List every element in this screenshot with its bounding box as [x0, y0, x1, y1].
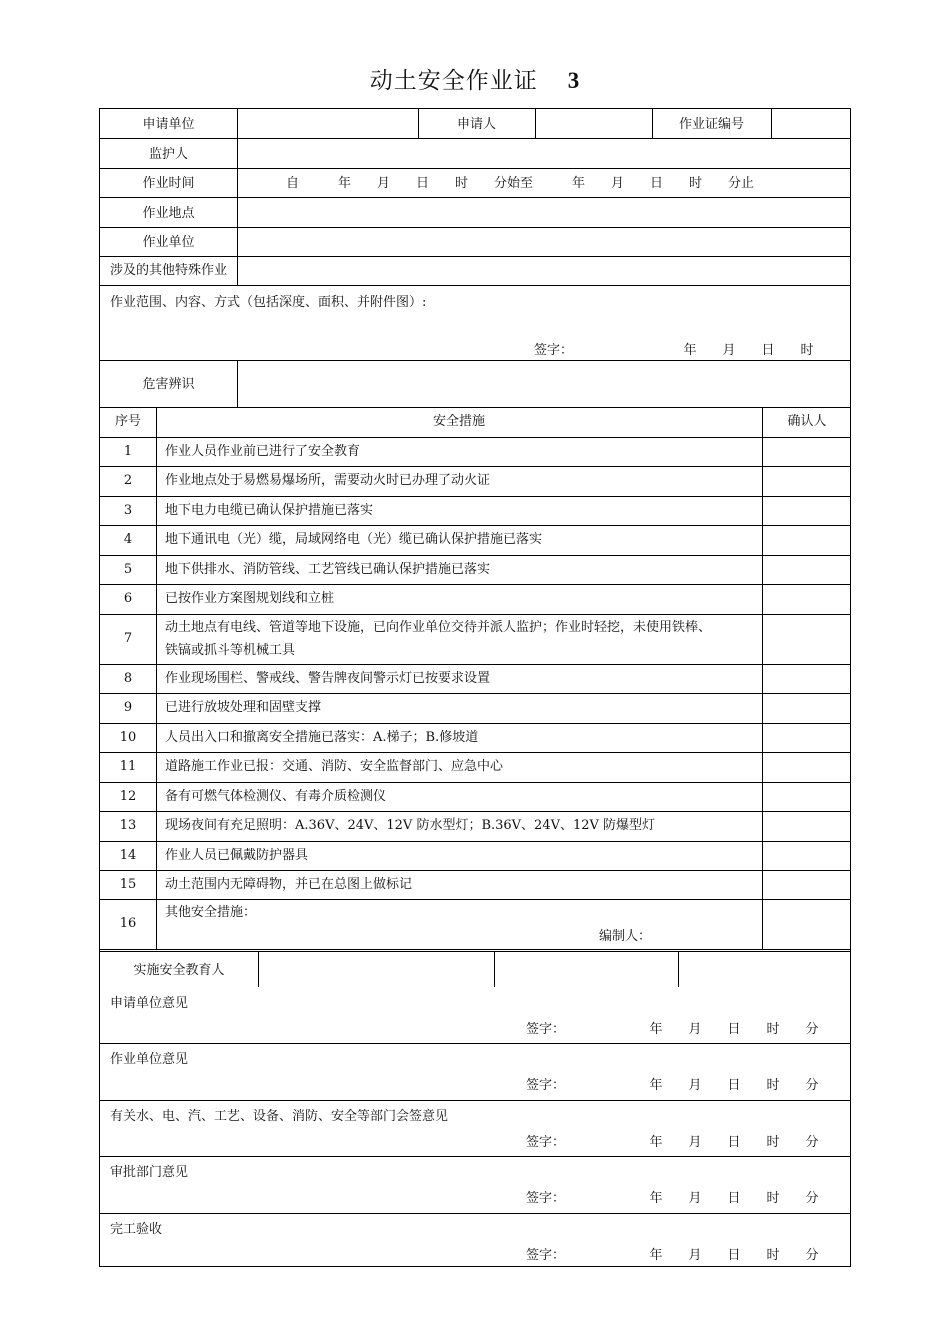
- measure-number: 12: [119, 789, 137, 804]
- row-divider: [100, 782, 850, 783]
- confirm-field[interactable]: [763, 497, 850, 524]
- row-divider: [100, 752, 850, 753]
- measure-text: 地下供排水、消防管线、工艺管线已确认保护措施已落实: [165, 562, 491, 577]
- measure-number: 6: [123, 591, 133, 606]
- measure-text: 作业地点处于易燃易爆场所，需要动火时已办理了动火证: [165, 473, 491, 488]
- col-header-measure: 安全措施: [432, 414, 485, 429]
- work-unit-field[interactable]: [238, 228, 850, 255]
- row-divider: [100, 168, 850, 169]
- confirm-field[interactable]: [763, 556, 850, 583]
- measure-text: 备有可燃气体检测仪、有毒介质检测仪: [165, 789, 387, 804]
- col-divider: [156, 407, 157, 949]
- other-special-label: 涉及的其他特殊作业: [110, 263, 228, 278]
- opinion-label: 完工验收: [110, 1222, 163, 1237]
- measure-number: 3: [123, 503, 133, 518]
- opinion-sign[interactable]: 签字： 年 月 日 时 分: [526, 1191, 819, 1206]
- confirm-field[interactable]: [763, 615, 850, 663]
- measure-text: 已进行放坡处理和固壁支撑: [165, 700, 322, 715]
- measure-number: 10: [119, 730, 137, 745]
- confirm-field[interactable]: [763, 783, 850, 810]
- col-header-seq: 序号: [114, 414, 141, 429]
- measure-number: 8: [123, 671, 133, 686]
- compiler-label: 编制人：: [599, 929, 652, 944]
- opinion-sign[interactable]: 签字： 年 月 日 时 分: [526, 1022, 819, 1037]
- measure-text: 地下通讯电（光）缆，局域网络电（光）缆已确认保护措施已落实: [165, 532, 543, 547]
- opinion-label: 作业单位意见: [110, 1052, 189, 1067]
- row-divider: [100, 584, 850, 585]
- measure-text: 现场夜间有充足照明：A.36V、24V、12V 防水型灯；B.36V、24V、12V 防爆型灯: [165, 818, 656, 833]
- row-divider: [100, 1213, 850, 1214]
- measure-number: 7: [123, 631, 133, 646]
- row-divider: [100, 466, 850, 467]
- measure-number: 1: [123, 444, 133, 459]
- opinion-sign[interactable]: 签字： 年 月 日 时 分: [526, 1078, 819, 1093]
- row-divider: [100, 285, 850, 286]
- applicant-label: 申请人: [456, 117, 496, 132]
- confirm-field[interactable]: [763, 438, 850, 465]
- row-divider: [100, 870, 850, 871]
- title-text: 动土安全作业证: [369, 68, 538, 94]
- confirm-field[interactable]: [763, 812, 850, 840]
- education-label: 实施安全教育人: [133, 963, 225, 978]
- measure-text: 已按作业方案图规划线和立桩: [165, 591, 335, 606]
- confirm-field[interactable]: [763, 842, 850, 869]
- row-divider: [100, 841, 850, 842]
- work-unit-label: 作业单位: [142, 235, 195, 250]
- confirm-field[interactable]: [763, 585, 850, 613]
- row-divider: [100, 555, 850, 556]
- measure-number: 5: [123, 562, 133, 577]
- education-field-2[interactable]: [495, 952, 677, 986]
- measure-text: 其他安全措施：: [165, 905, 257, 920]
- work-time-label: 作业时间: [142, 176, 195, 191]
- measure-text-cont: 铁镐或抓斗等机械工具: [165, 643, 296, 658]
- supervisor-field[interactable]: [238, 139, 850, 167]
- opinion-label: 申请单位意见: [110, 996, 189, 1011]
- permit-form: [99, 108, 851, 1267]
- opinion-label: 审批部门意见: [110, 1165, 189, 1180]
- applicant-field[interactable]: [536, 110, 651, 137]
- confirm-field[interactable]: [763, 724, 850, 751]
- page-title: [0, 62, 950, 95]
- measure-text: 地下电力电缆已确认保护措施已落实: [165, 503, 374, 518]
- measure-number: 13: [119, 818, 137, 833]
- permit-no-label: 作业证编号: [678, 117, 744, 132]
- row-divider: [100, 614, 850, 615]
- measure-text: 道路施工作业已报：交通、消防、安全监督部门、应急中心: [165, 759, 504, 774]
- row-divider: [100, 949, 850, 950]
- confirm-field[interactable]: [763, 694, 850, 722]
- opinion-sign[interactable]: 签字： 年 月 日 时 分: [526, 1248, 819, 1263]
- measure-number: 14: [119, 848, 137, 863]
- supervisor-label: 监护人: [148, 147, 188, 162]
- row-divider: [100, 496, 850, 497]
- confirm-field[interactable]: [763, 526, 850, 554]
- measure-number: 11: [119, 759, 137, 774]
- measure-number: 9: [123, 700, 133, 715]
- hazard-label: 危害辨识: [142, 377, 195, 392]
- row-divider: [100, 407, 850, 408]
- col-header-confirm: 确认人: [787, 414, 827, 429]
- measure-number: 4: [123, 532, 133, 547]
- measure-text: 动土地点有电线、管道等地下设施，已向作业单位交待并派人监护；作业时轻挖，未使用铁棒、: [165, 620, 712, 635]
- other-special-field[interactable]: [238, 257, 850, 284]
- scope-label: 作业范围、内容、方式（包括深度、面积、并附件图）:: [110, 295, 427, 310]
- measure-text: 作业人员已佩戴防护器具: [165, 848, 309, 863]
- hazard-field[interactable]: [238, 361, 850, 406]
- row-divider: [100, 1043, 850, 1044]
- row-divider: [100, 437, 850, 438]
- row-divider: [100, 693, 850, 694]
- confirm-field[interactable]: [763, 665, 850, 692]
- row-divider: [100, 811, 850, 812]
- measure-number: 15: [119, 877, 137, 892]
- opinion-label: 有关水、电、汽、工艺、设备、消防、安全等部门会签意见: [110, 1109, 449, 1124]
- work-place-field[interactable]: [238, 198, 850, 226]
- education-field-3[interactable]: [679, 952, 850, 986]
- work-time-text[interactable]: 自 年 月 日 时 分始至 年 月 日 时 分止: [286, 176, 755, 191]
- row-divider: [100, 899, 850, 900]
- row-divider: [100, 723, 850, 724]
- education-field-1[interactable]: [259, 952, 493, 986]
- confirm-field[interactable]: [763, 467, 850, 495]
- measure-text: 作业现场围栏、警戒线、警告牌夜间警示灯已按要求设置: [165, 671, 491, 686]
- work-place-label: 作业地点: [142, 206, 195, 221]
- opinion-sign[interactable]: 签字： 年 月 日 时 分: [526, 1135, 819, 1150]
- confirm-field[interactable]: [763, 900, 850, 948]
- row-divider: [100, 1100, 850, 1101]
- confirm-field[interactable]: [763, 753, 850, 781]
- row-divider: [100, 1156, 850, 1157]
- scope-sign: 签字： 年 月 日 时: [534, 343, 814, 358]
- apply-unit-field[interactable]: [238, 110, 417, 137]
- row-divider: [100, 664, 850, 665]
- measure-text: 作业人员作业前已进行了安全教育: [165, 444, 361, 459]
- measure-text: 动土范围内无障碍物，并已在总图上做标记: [165, 877, 413, 892]
- measure-number: 16: [119, 916, 137, 931]
- title-number: 3: [567, 68, 581, 93]
- row-divider: [100, 525, 850, 526]
- confirm-field[interactable]: [763, 871, 850, 898]
- measure-text: 人员出入口和撤离安全措施已落实：A.梯子；B.修坡道: [165, 730, 479, 745]
- permit-no-field[interactable]: [772, 110, 850, 137]
- apply-unit-label: 申请单位: [142, 117, 195, 132]
- measure-number: 2: [123, 473, 133, 488]
